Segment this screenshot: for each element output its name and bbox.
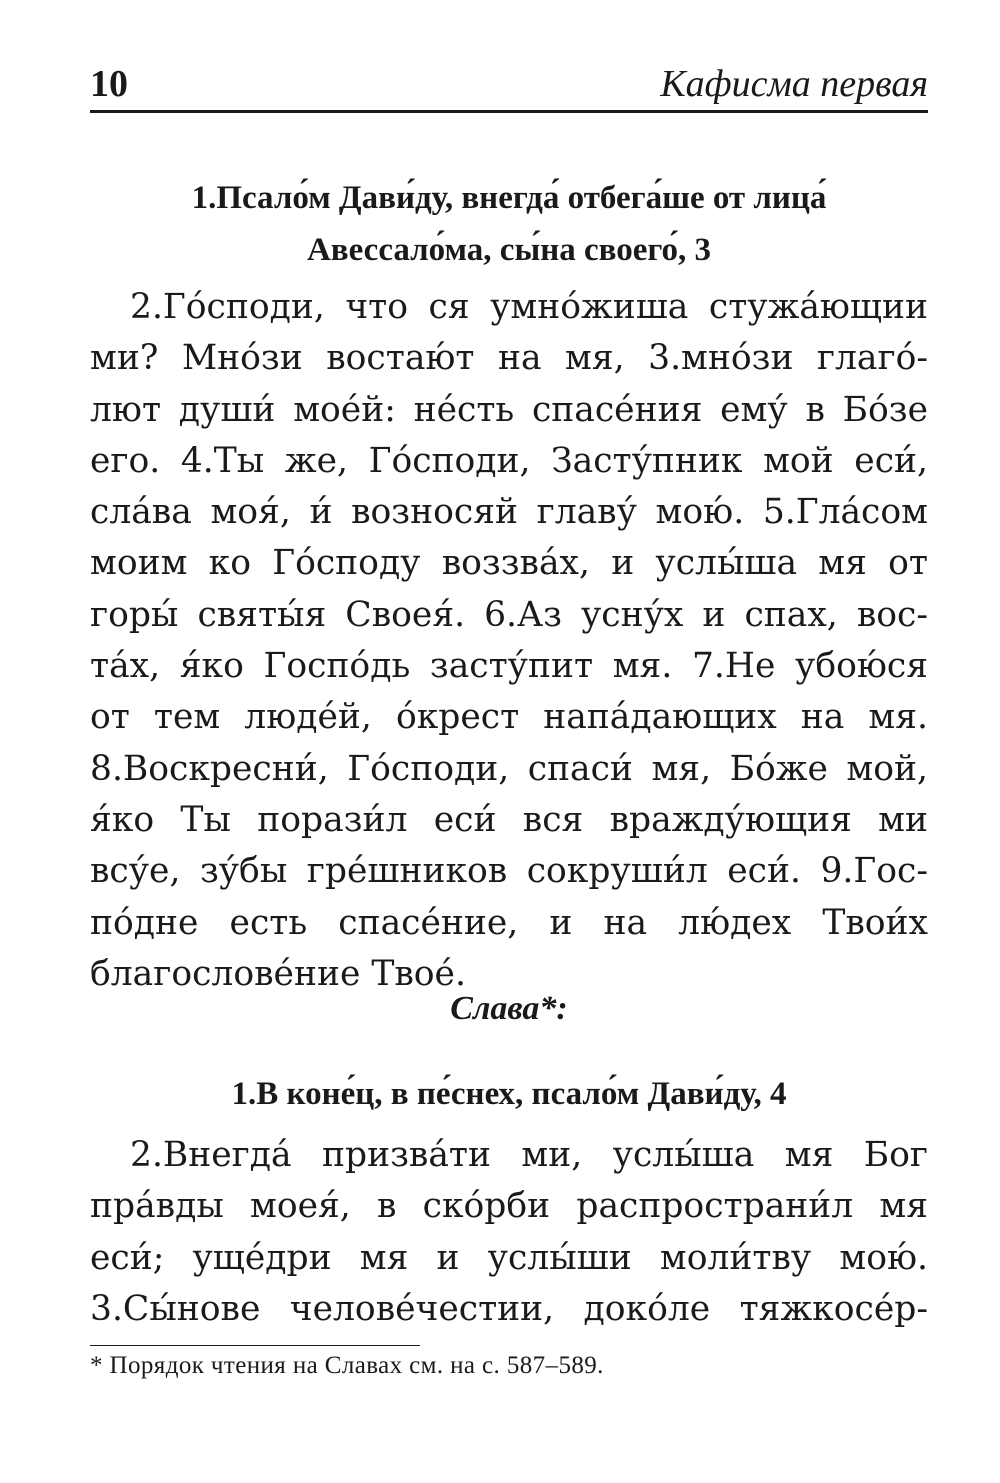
psalm-3-line: 2.Го́споди, что ся умно́жиша стужа́ющии bbox=[130, 287, 928, 327]
footnote: * Порядок чтения на Славах см. на с. 587–589. bbox=[90, 1352, 604, 1379]
psalm-3-line: благослове́ние Твое́. bbox=[90, 953, 466, 994]
psalm-3-line: его. 4.Ты же, Го́споди, Засту́пник мой еси́, bbox=[90, 440, 928, 481]
page-header bbox=[90, 62, 928, 112]
glory-heading: Слава*: bbox=[450, 990, 568, 1027]
psalm-4-line: 3.Сы́нове челове́честии, доко́ле тяжкосе́р- bbox=[90, 1288, 928, 1329]
psalm-3-line: ми? Мно́зи востаю́т на мя, 3.мно́зи глаго́- bbox=[90, 338, 928, 379]
psalm-3-body bbox=[90, 282, 928, 1000]
psalm-3-line: всу́е, зу́бы гре́шников сокруши́л еси́. 9.Гос- bbox=[90, 851, 928, 892]
psalm-3-line: лют души́ мое́й: не́сть спасе́ния ему́ в Бо́зе bbox=[90, 389, 928, 430]
footnote-rule bbox=[90, 1345, 420, 1346]
psalm-3-line: по́дне есть спасе́ние, и на лю́дех Твои́х bbox=[90, 902, 928, 943]
psalm-3-line: от тем люде́й, о́крест напа́дающих на мя. bbox=[90, 697, 928, 738]
psalm-3-title bbox=[90, 172, 928, 276]
psalm-4-title bbox=[90, 1068, 928, 1120]
psalm-3-line: 8.Воскресни́, Го́споди, спаси́ мя, Бо́же мой, bbox=[90, 748, 928, 789]
psalm-3-line: я́ко Ты порази́л еси́ вся вражду́ющия ми bbox=[90, 799, 928, 840]
psalm-3-line: сла́ва моя́, и́ возносяй главу́ мою́. 5.Гла́сом bbox=[90, 492, 928, 533]
psalm-3-line: моим ко Го́споду воззва́х, и услы́ша мя от bbox=[90, 543, 928, 584]
psalm-4-title-line: 1.В коне́ц, в пе́снех, псало́м Дави́ду, 4 bbox=[231, 1076, 787, 1112]
psalm-3-line: горы́ святы́я Своея́. 6.Аз усну́х и спах, вос- bbox=[90, 594, 928, 635]
psalm-4-line: пра́вды моея́, в ско́рби распространи́л мя bbox=[90, 1186, 928, 1227]
running-title: Кафисма первая bbox=[660, 63, 928, 105]
psalm-4-line: 2.Внегда́ призва́ти ми, услы́ша мя Бог bbox=[130, 1135, 928, 1175]
psalm-3-title-line: 1.Псало́м Дави́ду, внегда́ отбега́ше от лица́ bbox=[191, 180, 827, 216]
psalm-3-line: та́х, я́ко Госпо́дь засту́пит мя. 7.Не убою́ся bbox=[90, 646, 928, 687]
psalm-4-line: еси́; уще́дри мя и услы́ши моли́тву мою́. bbox=[90, 1237, 928, 1278]
page-number: 10 bbox=[90, 63, 128, 105]
psalm-4-body bbox=[90, 1130, 928, 1335]
header-rule bbox=[90, 110, 928, 113]
psalm-3-title-line: Авессало́ма, сы́на своего́, 3 bbox=[306, 232, 712, 268]
